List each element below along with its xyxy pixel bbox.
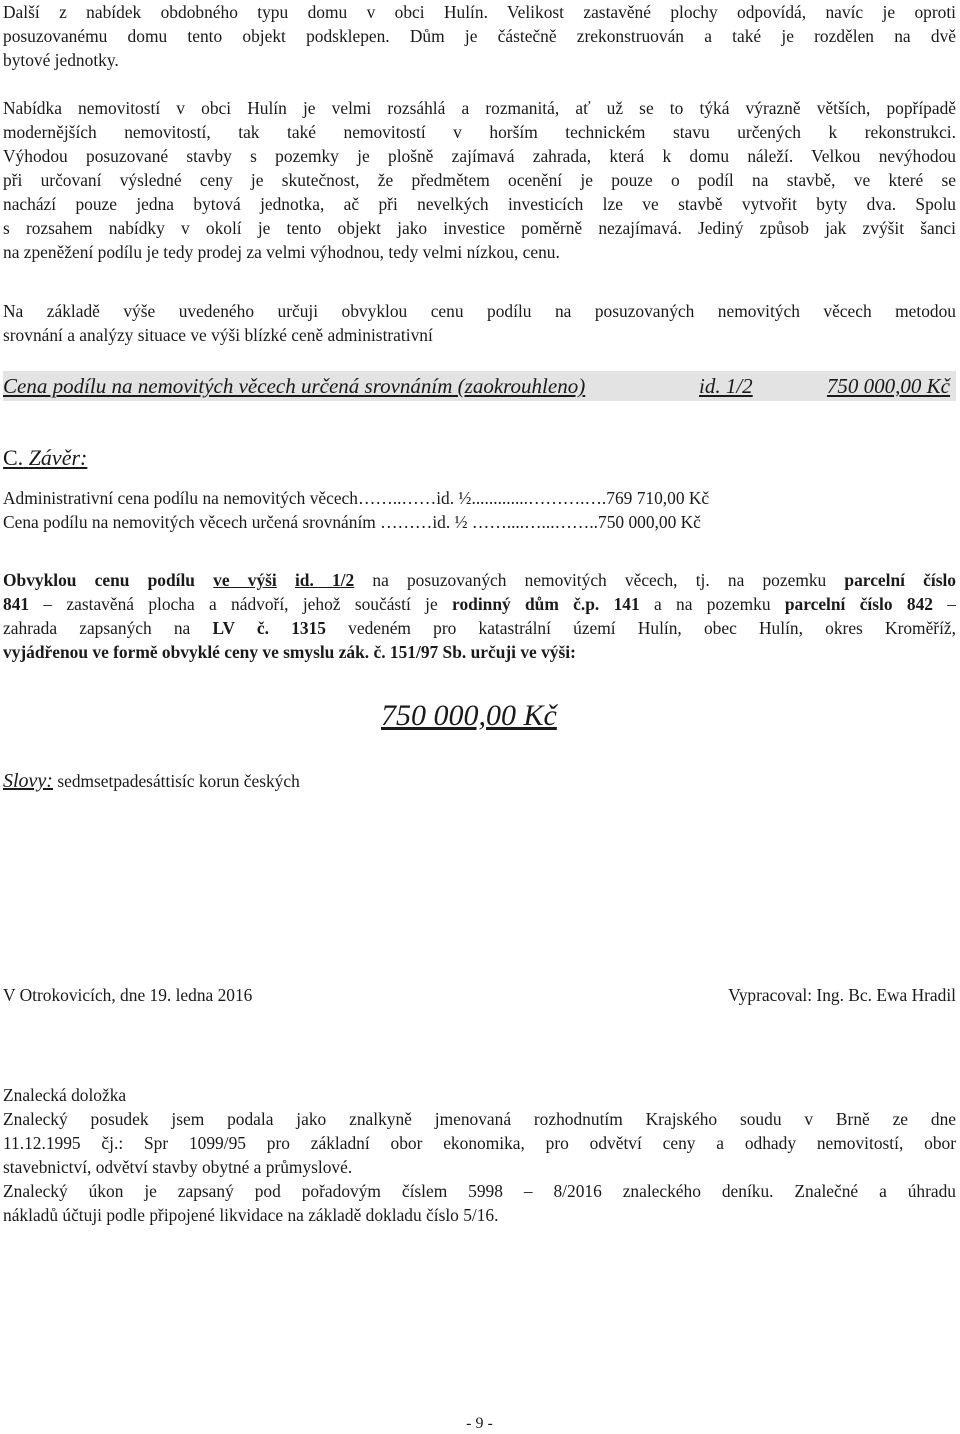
verdict-text: vedeném pro katastrální území Hulín, obec Hulín, okres Kroměříž, xyxy=(325,618,956,638)
method-paragraph xyxy=(3,299,956,347)
verdict-text: 841 xyxy=(3,594,30,614)
section-title: Závěr: xyxy=(28,445,88,470)
analysis-line: Výhodou posuzované stavby s pozemky je plošně zajímavá zahrada, která k domu náleží. Velkou nevýhodou xyxy=(3,146,956,166)
verdict-text: a na pozemku xyxy=(639,594,785,614)
comparison-price-share: id. 1/2 xyxy=(699,374,753,398)
expert-clause xyxy=(3,1083,956,1227)
verdict-text: parcelní číslo 842 xyxy=(784,594,933,614)
analysis-line: s rozsahem nabídky v okolí je tento objekt jako investice poměrně nezajímavá. Jediný způsob jak zvýšit šanci xyxy=(3,218,956,238)
verdict-text: 141 xyxy=(613,594,640,614)
clause-line: Znalecký posudek jsem podala jako znalkyně jmenovaná rozhodnutím Krajského soudu v Brně ze dne xyxy=(3,1109,956,1129)
comparison-price-line: Cena podílu na nemovitých věcech určená srovnáním ………id. ½ ……....…...……..750 000,00 Kč xyxy=(3,512,701,532)
verdict-text: – zastavěná plocha a nádvoří, jehož součástí je xyxy=(29,594,453,614)
page-number: - 9 - xyxy=(466,1415,493,1432)
intro-line: bytové jednotky. xyxy=(3,50,119,70)
words-value: sedmsetpadesáttisíc korun českých xyxy=(52,771,300,791)
verdict-text: 1315 xyxy=(291,618,326,638)
conclusion-heading xyxy=(3,441,87,475)
admin-price-line: Administrativní cena podílu na nemovitých věcech……..……id. ½.............……….….769 710,00 Kč xyxy=(3,488,710,508)
amount-in-words xyxy=(3,767,300,795)
verdict-text: rodinný dům č.p. xyxy=(452,594,600,614)
comparison-price-label: Cena podílu na nemovitých věcech určená srovnáním (zaokrouhleno) xyxy=(3,374,586,398)
analysis-line: nachází pouze jedna bytová jednotka, ač při nevelkých investicích lze ve stavbě vytvořit byty dva. Spolu xyxy=(3,194,956,214)
verdict-text: id. 1/2 xyxy=(294,570,355,590)
intro-line: Další z nabídek obdobného typu domu v obci Hulín. Velikost zastavěné plochy odpovídá, navíc je oproti xyxy=(3,2,956,22)
verdict-line xyxy=(3,616,956,640)
analysis-line: na zpeněžení podílu je tedy prodej za velmi výhodnou, tedy velmi nízkou, cenu. xyxy=(3,242,560,262)
verdict-text: parcelní číslo xyxy=(844,570,956,590)
verdict-text: Obvyklou cenu podílu xyxy=(3,570,214,590)
intro-line: posuzovanému domu tento objekt podsklepen. Dům je částečně zrekonstruován a také je rozdělen na dvě xyxy=(3,26,956,46)
verdict-text: ve výši xyxy=(213,570,277,590)
final-price: 750 000,00 Kč xyxy=(381,699,557,732)
verdict-text xyxy=(269,618,291,638)
document-page xyxy=(3,0,956,1434)
clause-line: 11.12.1995 čj.: Spr 1099/95 pro základní obor ekonomika, pro odvětví ceny a odhady nemovitostí, obor xyxy=(3,1133,956,1153)
words-label: Slovy: xyxy=(3,770,53,792)
verdict-text: zahrada zapsaných na xyxy=(3,618,213,638)
verdict-line xyxy=(3,592,956,616)
clause-line: stavebnictví, odvětví stavby obytné a průmyslové. xyxy=(3,1157,353,1177)
clause-line: nákladů účtuji podle připojené likvidace na základě dokladu číslo 5/16. xyxy=(3,1205,499,1225)
verdict-text: – xyxy=(932,594,956,614)
verdict-text: vyjádřenou ve formě obvyklé ceny ve smyslu zák. č. 151/97 Sb. určuji ve výši: xyxy=(3,642,576,662)
comparison-price-row xyxy=(3,371,956,401)
method-line: Na základě výše uvedeného určuji obvyklou cenu podílu na posuzovaných nemovitých věcech metodou xyxy=(3,301,956,321)
section-letter: C. xyxy=(3,445,24,470)
verdict-text: LV č. xyxy=(212,618,269,638)
verdict-text xyxy=(277,570,295,590)
method-line: srovnání a analýzy situace ve výši blízké ceně administrativní xyxy=(3,325,433,345)
place-date: V Otrokovicích, dne 19. ledna 2016 xyxy=(3,985,253,1005)
verdict-text: na posuzovaných nemovitých věcech, tj. na pozemku xyxy=(354,570,845,590)
analysis-line: Nabídka nemovitostí v obci Hulín je velmi rozsáhlá a rozmanitá, ať už se to týká výrazně větších, popřípadě xyxy=(3,98,956,118)
verdict-line xyxy=(3,640,956,664)
verdict-paragraph xyxy=(3,568,956,664)
verdict-text xyxy=(599,594,613,614)
verdict-line xyxy=(3,568,956,592)
comparison-price-value: 750 000,00 Kč xyxy=(826,374,950,398)
analysis-paragraph xyxy=(3,96,956,264)
analysis-line: při určovaní výsledné ceny je skutečnost, že předmětem ocenění je pouze o podíl na stavbě, ve které se xyxy=(3,170,956,190)
author: Vypracoval: Ing. Bc. Ewa Hradil xyxy=(728,985,956,1005)
clause-title: Znalecká doložka xyxy=(3,1085,127,1105)
clause-line: Znalecký úkon je zapsaný pod pořadovým číslem 5998 – 8/2016 znaleckého deníku. Znalečné a úhradu xyxy=(3,1181,956,1201)
analysis-line: modernějších nemovitostí, tak také nemovitostí v horším technickém stavu určených k rekonstrukci. xyxy=(3,122,956,142)
intro-paragraph xyxy=(3,0,956,72)
